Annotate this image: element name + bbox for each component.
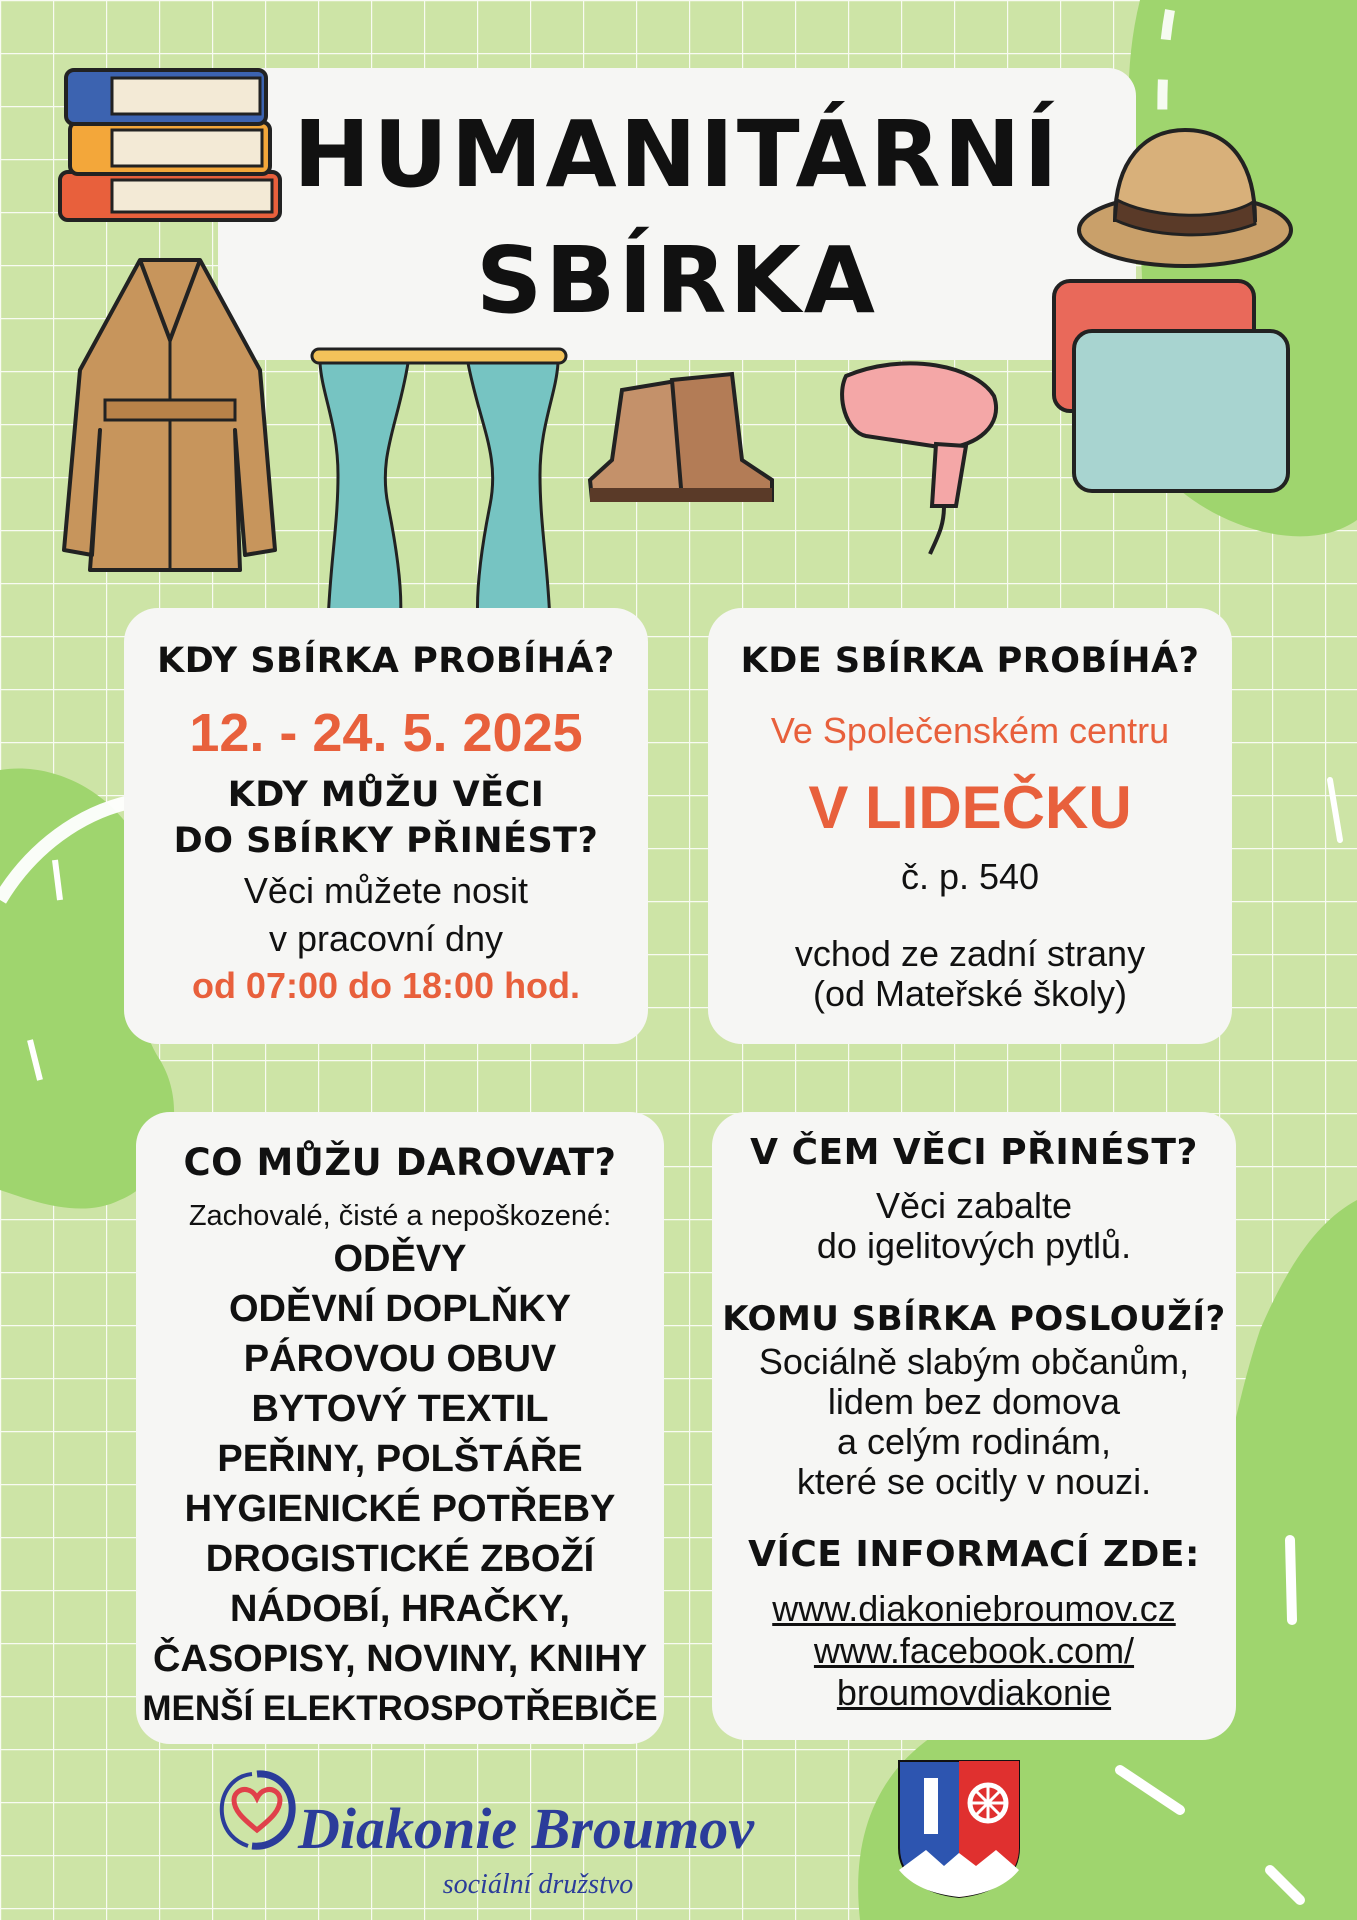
where-entrance-2: (od Mateřské školy) [812, 973, 1128, 1014]
hat-icon [1075, 120, 1295, 280]
card-info [712, 1112, 1236, 1740]
where-entrance-1: vchod ze zadní strany [794, 933, 1146, 974]
when-text-2: v pracovní dny [268, 918, 504, 959]
bring-in-text-2: do igelitových pytlů. [816, 1225, 1132, 1266]
donate-intro: Zachovalé, čisté a nepoškozené: [188, 1200, 612, 1232]
opening-hours: od 07:00 do 18:00 hod. [191, 965, 581, 1006]
donate-item: NÁDOBÍ, HRAČKY, [230, 1588, 570, 1630]
bring-heading-2: DO SBÍRKY PŘINÉST? [173, 821, 599, 861]
donate-item: ODĚVNÍ DOPLŇKY [228, 1288, 572, 1330]
bring-in-heading: V ČEM VĚCI PŘINÉST? [750, 1132, 1198, 1173]
website-link[interactable]: www.diakoniebroumov.cz [772, 1588, 1176, 1629]
card-donate [136, 1112, 664, 1744]
where-town: V LIDEČKU [808, 774, 1132, 841]
hair-dryer-icon [826, 356, 1004, 556]
donate-heading: CO MŮŽU DAROVAT? [183, 1141, 617, 1184]
serve-text-2: lidem bez domova [827, 1381, 1121, 1422]
donate-item: DROGISTICKÉ ZBOŽÍ [205, 1538, 595, 1580]
donate-item: PEŘINY, POLŠTÁŘE [217, 1438, 583, 1480]
facebook-link-line-2: broumovdiakonie [836, 1672, 1112, 1713]
when-text-1: Věci můžete nosit [243, 870, 529, 911]
books-icon [52, 52, 288, 238]
heart-logo-icon [212, 1764, 302, 1854]
where-place: Ve Společenském centru [770, 710, 1170, 751]
facebook-link-line-1: www.facebook.com/ [813, 1630, 1135, 1671]
donate-item: ČASOPISY, NOVINY, KNIHY [152, 1638, 648, 1680]
logo-subtitle: sociální družstvo [442, 1869, 634, 1900]
logo-name: Diakonie Broumov [298, 1796, 754, 1861]
donate-item: PÁROVOU OBUV [243, 1338, 557, 1380]
where-number: č. p. 540 [900, 856, 1040, 897]
serve-text-4: které se ocitly v nouzi. [796, 1461, 1152, 1502]
coat-of-arms-icon [896, 1758, 1022, 1900]
boots-icon [582, 370, 778, 508]
poster-title [218, 92, 1136, 344]
where-heading: KDE SBÍRKA PROBÍHÁ? [740, 641, 1200, 681]
bring-heading-1: KDY MŮŽU VĚCI [227, 775, 545, 815]
curtains-icon [308, 345, 570, 625]
collection-dates: 12. - 24. 5. 2025 [189, 703, 583, 763]
serve-text-3: a celým rodinám, [836, 1421, 1112, 1462]
donate-items [136, 1234, 664, 1734]
title-line-1: HUMANITÁRNÍ [293, 101, 1061, 208]
serve-text-1: Sociálně slabým občanům, [758, 1341, 1190, 1382]
more-info-heading: VÍCE INFORMACÍ ZDE: [748, 1534, 1200, 1575]
donate-item: ODĚVY [333, 1238, 467, 1280]
facebook-link[interactable] [712, 1630, 1236, 1714]
serve-heading: KOMU SBÍRKA POSLOUŽÍ? [722, 1299, 1226, 1339]
donate-item: HYGIENICKÉ POTŘEBY [184, 1488, 616, 1530]
bring-in-text-1: Věci zabalte [875, 1185, 1073, 1226]
pillows-icon [1048, 275, 1292, 500]
card-when [124, 608, 648, 1044]
donate-item: MENŠÍ ELEKTROSPOTŘEBIČE [142, 1689, 658, 1728]
donate-item: BYTOVÝ TEXTIL [251, 1388, 549, 1430]
coat-icon [60, 250, 280, 580]
card-where [708, 608, 1232, 1044]
title-line-2: SBÍRKA [476, 227, 878, 334]
when-heading: KDY SBÍRKA PROBÍHÁ? [157, 641, 615, 681]
